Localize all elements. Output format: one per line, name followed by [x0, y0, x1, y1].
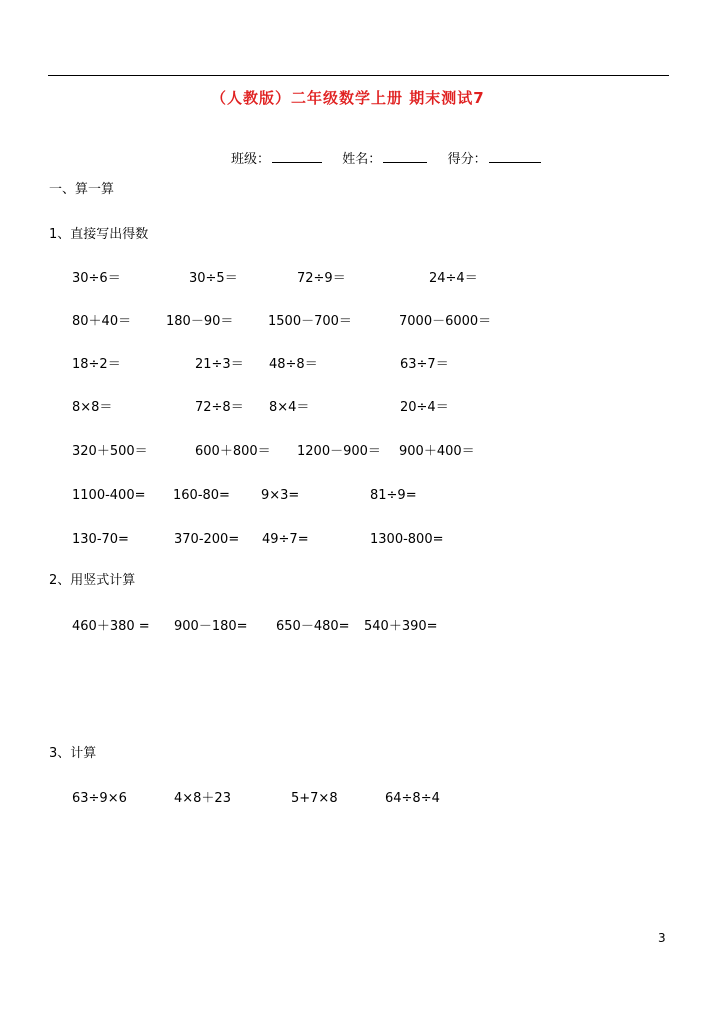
problem: 600＋800＝ — [195, 444, 271, 459]
problem: 8×8＝ — [72, 400, 113, 415]
score-field[interactable] — [489, 150, 541, 163]
problem: 48÷8＝ — [269, 357, 318, 372]
section-1-heading: 一、算一算 — [49, 182, 115, 197]
problem: 1300-800= — [370, 532, 444, 547]
problem: 81÷9= — [370, 488, 417, 503]
problem: 72÷8＝ — [195, 400, 244, 415]
problem: 30÷6＝ — [72, 271, 121, 286]
problem: 1200－900＝ — [297, 444, 381, 459]
problem: 7000－6000＝ — [399, 314, 492, 329]
name-field[interactable] — [383, 150, 427, 163]
problem: 8×4＝ — [269, 400, 310, 415]
problem: 18÷2＝ — [72, 357, 121, 372]
problem: 900＋400＝ — [399, 444, 475, 459]
problem: 49÷7= — [262, 532, 309, 547]
problem: 1500－700＝ — [268, 314, 352, 329]
problem: 130-70= — [72, 532, 129, 547]
problem: 80＋40＝ — [72, 314, 132, 329]
problem: 4×8＋23 — [174, 791, 231, 806]
problem: 650－480= — [276, 619, 350, 634]
page-title: （人教版）二年级数学上册 期末测试7 — [211, 89, 485, 107]
problem: 21÷3＝ — [195, 357, 244, 372]
problem: 20÷4＝ — [400, 400, 449, 415]
student-info-line — [231, 150, 541, 168]
problem: 63÷9×6 — [72, 791, 127, 806]
problem: 1100-400= — [72, 488, 146, 503]
problem: 72÷9＝ — [297, 271, 346, 286]
problem: 370-200= — [174, 532, 240, 547]
problem: 160-80= — [173, 488, 230, 503]
part-3-heading: 3、计算 — [49, 746, 97, 761]
part-1-heading: 1、直接写出得数 — [49, 227, 149, 242]
class-field[interactable] — [272, 150, 322, 163]
header-rule — [48, 75, 669, 76]
problem: 63÷7＝ — [400, 357, 449, 372]
name-label: 姓名： — [342, 152, 382, 167]
page-number: 3 — [658, 931, 666, 945]
problem: 24÷4＝ — [429, 271, 478, 286]
class-label: 班级： — [231, 152, 271, 167]
problem: 320＋500＝ — [72, 444, 148, 459]
problem: 5+7×8 — [291, 791, 338, 806]
problem: 540＋390= — [364, 619, 438, 634]
problem: 460＋380 = — [72, 619, 150, 634]
problem: 30÷5＝ — [189, 271, 238, 286]
problem: 900－180= — [174, 619, 248, 634]
score-label: 得分： — [447, 152, 487, 167]
part-2-heading: 2、用竖式计算 — [49, 573, 136, 588]
problem: 180－90＝ — [166, 314, 234, 329]
problem: 9×3= — [261, 488, 300, 503]
problem: 64÷8÷4 — [385, 791, 440, 806]
